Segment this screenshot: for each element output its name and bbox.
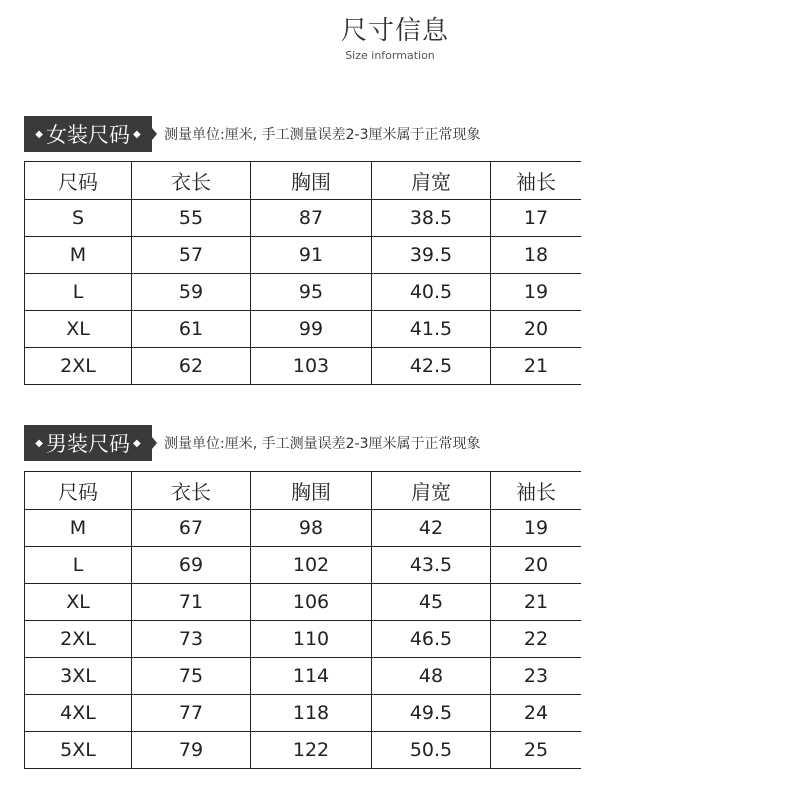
table-cell: 20 <box>491 311 582 348</box>
table-cell: 98 <box>251 510 372 547</box>
column-header: 尺码 <box>25 162 132 200</box>
column-header: 胸围 <box>251 472 372 510</box>
table-cell: 122 <box>251 732 372 769</box>
table-cell: 50.5 <box>372 732 491 769</box>
table-cell: 21 <box>491 348 582 385</box>
table-cell: 45 <box>372 584 491 621</box>
size-cell: 3XL <box>25 658 132 695</box>
size-cell: 4XL <box>25 695 132 732</box>
table-cell: 95 <box>251 274 372 311</box>
column-header: 袖长 <box>491 162 582 200</box>
women-section-header <box>24 116 480 152</box>
table-cell: 46.5 <box>372 621 491 658</box>
table-cell: 49.5 <box>372 695 491 732</box>
table-header-row <box>25 472 582 510</box>
table-cell: 87 <box>251 200 372 237</box>
table-cell: 48 <box>372 658 491 695</box>
diamond-icon: ◆ <box>133 437 141 449</box>
column-header: 衣长 <box>132 472 251 510</box>
table-cell: 55 <box>132 200 251 237</box>
table-row <box>25 621 582 658</box>
table-cell: 38.5 <box>372 200 491 237</box>
table-cell: 75 <box>132 658 251 695</box>
table-cell: 61 <box>132 311 251 348</box>
table-cell: 118 <box>251 695 372 732</box>
table-cell: 110 <box>251 621 372 658</box>
table-cell: 102 <box>251 547 372 584</box>
size-cell: M <box>25 510 132 547</box>
table-cell: 114 <box>251 658 372 695</box>
size-cell: XL <box>25 311 132 348</box>
table-cell: 42.5 <box>372 348 491 385</box>
column-header: 肩宽 <box>372 162 491 200</box>
table-row <box>25 311 582 348</box>
table-cell: 22 <box>491 621 582 658</box>
size-cell: XL <box>25 584 132 621</box>
size-cell: M <box>25 237 132 274</box>
column-header: 衣长 <box>132 162 251 200</box>
size-cell: 2XL <box>25 348 132 385</box>
table-cell: 24 <box>491 695 582 732</box>
table-row <box>25 348 582 385</box>
table-cell: 71 <box>132 584 251 621</box>
table-cell: 99 <box>251 311 372 348</box>
column-header: 袖长 <box>491 472 582 510</box>
table-cell: 20 <box>491 547 582 584</box>
diamond-icon: ◆ <box>133 128 141 140</box>
men-size-table <box>24 471 581 769</box>
women-size-table <box>24 161 581 385</box>
women-size-badge <box>24 116 152 152</box>
men-size-badge <box>24 425 152 461</box>
table-row <box>25 510 582 547</box>
table-cell: 69 <box>132 547 251 584</box>
table-cell: 40.5 <box>372 274 491 311</box>
men-section-header <box>24 425 480 461</box>
column-header: 尺码 <box>25 472 132 510</box>
table-cell: 57 <box>132 237 251 274</box>
table-row <box>25 584 582 621</box>
table-cell: 106 <box>251 584 372 621</box>
men-badge-label: 男装尺码 <box>46 432 130 456</box>
size-cell: 2XL <box>25 621 132 658</box>
table-cell: 91 <box>251 237 372 274</box>
table-cell: 73 <box>132 621 251 658</box>
table-header-row <box>25 162 582 200</box>
table-cell: 25 <box>491 732 582 769</box>
table-cell: 67 <box>132 510 251 547</box>
table-cell: 62 <box>132 348 251 385</box>
table-cell: 19 <box>491 510 582 547</box>
diamond-icon: ◆ <box>35 128 43 140</box>
women-measure-note: 测量单位:厘米, 手工测量误差2-3厘米属于正常现象 <box>164 127 481 143</box>
table-row <box>25 732 582 769</box>
table-cell: 59 <box>132 274 251 311</box>
size-cell: S <box>25 200 132 237</box>
table-cell: 43.5 <box>372 547 491 584</box>
badge-arrow-icon <box>152 128 157 140</box>
table-cell: 77 <box>132 695 251 732</box>
women-badge-label: 女装尺码 <box>46 123 130 147</box>
table-row <box>25 237 582 274</box>
badge-arrow-icon <box>152 437 157 449</box>
table-row <box>25 695 582 732</box>
table-cell: 17 <box>491 200 582 237</box>
table-cell: 21 <box>491 584 582 621</box>
size-cell: 5XL <box>25 732 132 769</box>
men-measure-note: 测量单位:厘米, 手工测量误差2-3厘米属于正常现象 <box>164 436 481 452</box>
size-cell: L <box>25 547 132 584</box>
table-row <box>25 658 582 695</box>
table-cell: 79 <box>132 732 251 769</box>
table-cell: 23 <box>491 658 582 695</box>
diamond-icon: ◆ <box>35 437 43 449</box>
table-row <box>25 200 582 237</box>
table-cell: 39.5 <box>372 237 491 274</box>
table-cell: 19 <box>491 274 582 311</box>
page-title: 尺寸信息 <box>340 16 449 46</box>
page-subtitle: Size information <box>345 49 435 62</box>
size-cell: L <box>25 274 132 311</box>
table-cell: 103 <box>251 348 372 385</box>
table-row <box>25 274 582 311</box>
table-cell: 41.5 <box>372 311 491 348</box>
table-row <box>25 547 582 584</box>
column-header: 胸围 <box>251 162 372 200</box>
table-cell: 42 <box>372 510 491 547</box>
column-header: 肩宽 <box>372 472 491 510</box>
table-cell: 18 <box>491 237 582 274</box>
